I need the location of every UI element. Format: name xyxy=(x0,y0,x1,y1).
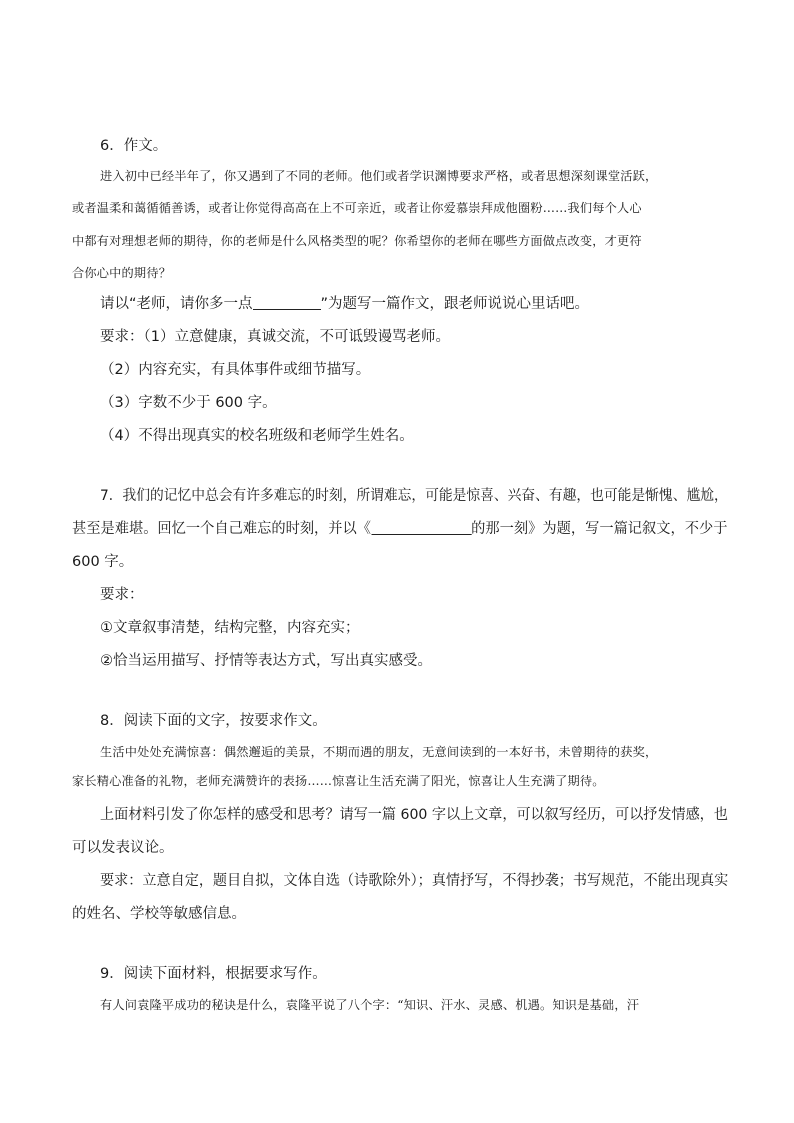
q8-requirement-line-2: 的姓名、学校等敏感信息。 xyxy=(72,906,246,922)
q6-material-line-4: 合你心中的期待？ xyxy=(72,266,172,280)
q6-prompt-before: 请以“老师，请你多一点 xyxy=(100,296,253,312)
q8-prompt-line-2: 可以发表议论。 xyxy=(72,840,174,856)
q8-prompt-line-1: 上面材料引发了你怎样的感受和思考？请写一篇 600 字以上文章，可以叙写经历，可以抒发情感，也 xyxy=(100,807,728,823)
q6-prompt xyxy=(100,292,589,313)
q8-material-line-1: 生活中处处充满惊喜：偶然邂逅的美景，不期而遇的朋友，无意间读到的一本好书，未曾期待的获奖， xyxy=(100,745,658,759)
q6-title-blank xyxy=(253,295,321,310)
q6-prompt-after: ”为题写一篇作文，跟老师说说心里话吧。 xyxy=(320,296,590,312)
q7-requirement-2: ②恰当运用描写、抒情等表达方式，写出真实感受。 xyxy=(100,653,432,669)
q8-requirement-line-1: 要求：立意自定，题目自拟，文体自选（诗歌除外）；真情抒写，不得抄袭；书写规范，不能出现真实 xyxy=(100,873,729,889)
q6-requirement-2: （2）内容充实，有具体事件或细节描写。 xyxy=(100,362,371,378)
q7-requirement-1: ①文章叙事清楚，结构完整，内容充实； xyxy=(100,620,360,636)
q7-title-blank xyxy=(371,520,471,535)
q6-title: 6．作文。 xyxy=(100,138,168,154)
q8-title: 8．阅读下面的文字，按要求作文。 xyxy=(100,713,327,729)
q7-line-3: 600 字。 xyxy=(72,554,134,570)
q6-material-line-1: 进入初中已经半年了，你又遇到了不同的老师。他们或者学识渊博要求严格，或者思想深刻课堂活跃， xyxy=(100,169,658,183)
q9-material-line-1: 有人问袁隆平成功的秘诀是什么，袁隆平说了八个字：“知识、汗水、灵感、机遇。知识是基础，汗 xyxy=(100,998,640,1012)
q8-material-line-2: 家长精心准备的礼物，老师充满赞许的表扬……惊喜让生活充满了阳光，惊喜让人生充满了期待。 xyxy=(72,774,605,788)
q7-line-2 xyxy=(72,517,727,538)
q9-title: 9．阅读下面材料，根据要求写作。 xyxy=(100,966,327,982)
q6-requirement-3: （3）字数不少于 600 字。 xyxy=(100,395,277,411)
q6-requirement-4: （4）不得出现真实的校名班级和老师学生姓名。 xyxy=(100,428,414,444)
q6-material-line-3: 中都有对理想老师的期待，你的老师是什么风格类型的呢？你希望你的老师在哪些方面做点改变，才更符 xyxy=(72,234,642,248)
q6-requirement-1: 要求：（1）立意健康，真诚交流，不可诋毁谩骂老师。 xyxy=(100,329,450,345)
q7-requirement-heading: 要求： xyxy=(100,587,144,603)
q7-line-2-after: 的那一刻》为题，写一篇记叙文，不少于 xyxy=(471,521,728,537)
q6-material-line-2: 或者温柔和蔼循循善诱，或者让你觉得高高在上不可亲近，或者让你爱慕崇拜成他圈粉……我们每个人心 xyxy=(72,201,642,215)
q7-line-1: 7．我们的记忆中总会有许多难忘的时刻，所谓难忘，可能是惊喜、兴奋、有趣，也可能是惭愧、尴尬， xyxy=(100,488,728,504)
q7-line-2-before: 甚至是难堪。回忆一个自己难忘的时刻，并以《 xyxy=(72,521,372,537)
